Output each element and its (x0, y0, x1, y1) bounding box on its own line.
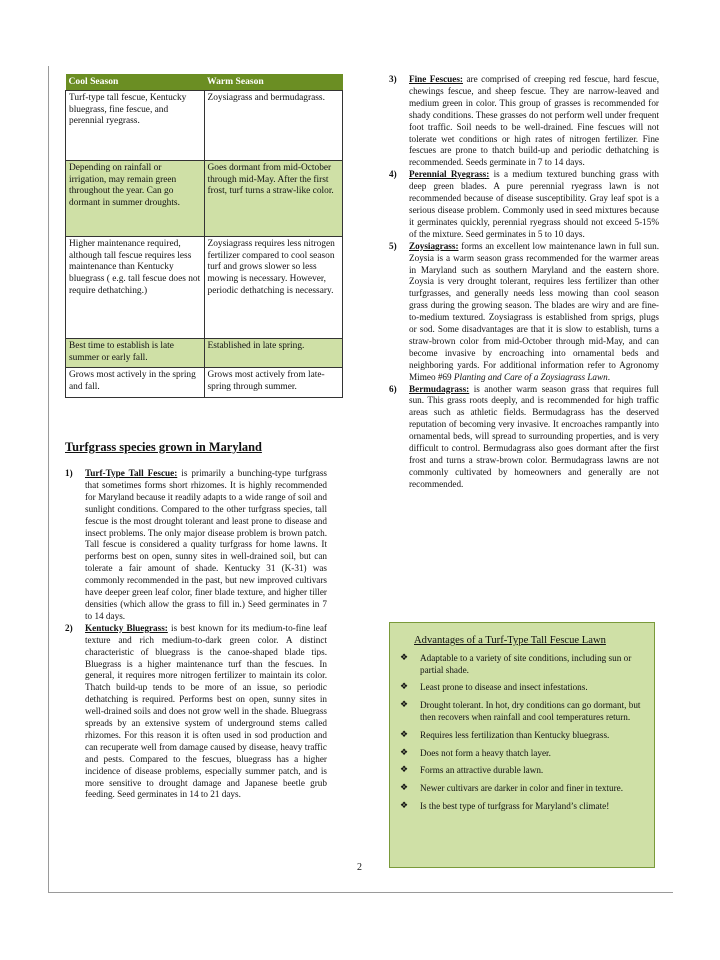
advantage-text: Requires less fertilization than Kentucky bluegrass. (420, 729, 610, 740)
table-cell: Goes dormant from mid-October through mid-May. After the first frost, turf turns a straw-like color. (204, 160, 343, 236)
item-number: 6) (389, 383, 397, 394)
table-cell: Grows most actively from late-spring through summer. (204, 368, 343, 398)
document-page (48, 66, 673, 893)
list-item (400, 765, 648, 777)
advantage-text: Least prone to disease and insect infestations. (420, 682, 588, 693)
species-description: is another warm season grass that requires full sun. This grass roots deeply, and is recommended for high traffic areas such as athletic fields. Bermudagrass has the deserved reputation of becoming very invasive. It encroaches rampantly into ornamental beds, will spread to surrounding properties, and is very difficult to control. Bermudagrass also goes dormant after the first frost and turns a straw-brown color. Bermudagrass lawns are not commonly cultivated by homeowners and generally are not recommended. (409, 383, 659, 489)
advantage-text: Drought tolerant. In hot, dry conditions can go dormant, but then recovers when rainfall and cool temperatures return. (420, 700, 641, 722)
advantages-list (400, 653, 648, 813)
species-name: Fine Fescues: (409, 74, 463, 84)
table-row (66, 338, 343, 368)
item-number: 4) (389, 169, 397, 180)
diamond-bullet-icon: ❖ (400, 783, 409, 794)
advantages-title: Advantages of a Turf-Type Tall Fescue Lawn (414, 635, 606, 646)
table-row (66, 368, 343, 398)
table-row (66, 160, 343, 236)
header-cool-season: Cool Season (66, 74, 205, 90)
diamond-bullet-icon: ❖ (400, 682, 409, 693)
item-number: 1) (65, 468, 73, 478)
diamond-bullet-icon: ❖ (400, 800, 409, 811)
list-item (400, 748, 648, 760)
list-item (65, 623, 327, 802)
sentence-end: . (607, 371, 611, 382)
table-row (66, 236, 343, 338)
species-list-left (65, 468, 327, 801)
species-description: is a medium textured bunching grass with deep green blades. A pure perennial ryegrass lawn is not recommended because of disease susceptibility. Gray leaf spot is a serious disease problem. Commonly used in seed mixtures because it germinates quickly, perennial ryegrass should not exceed 5-15% of the mixture. Seed germinates in 5 to 10 days. (409, 169, 660, 239)
list-item (400, 700, 648, 724)
diamond-bullet-icon: ❖ (400, 747, 409, 758)
left-column (65, 74, 343, 398)
item-number: 5) (389, 240, 397, 251)
table-cell: Zoysiagrass and bermudagrass. (204, 90, 343, 160)
diamond-bullet-icon: ❖ (400, 729, 409, 740)
list-item (400, 730, 648, 742)
advantage-text: Does not form a heavy thatch layer. (420, 747, 551, 758)
diamond-bullet-icon: ❖ (400, 652, 409, 663)
table-cell: Higher maintenance required, although tall fescue requires less maintenance than Kentucky bluegrass ( e.g. tall fescue does not require dethatching.) (66, 236, 205, 338)
page-number: 2 (357, 862, 362, 873)
section-title: Turfgrass species grown in Maryland (65, 440, 262, 454)
species-name: Turf-Type Tall Fescue: (85, 468, 178, 478)
list-item (65, 468, 327, 623)
list-item (389, 384, 659, 491)
species-description: forms an excellent low maintenance lawn in full sun. Zoysia is a warm season grass recommended for the warmer areas in Maryland such as southern Maryland and the eastern shore. Zoysia is very drought tolerant, requires less fertilizer than other turfgrasses, and generally needs less mowing than cool season grass during the growing season. The blades are wiry and are fine-to-medium textured. Zoysiagrass is established from sprigs, plugs or sod. Some disadvantages are that it is slow to establish, turns a straw-brown color from mid-October through mid-May, and can become invasive by encroaching into ornamental beds and neighboring yards. For additional information refer to Agronomy Mimeo #69 (409, 240, 659, 382)
item-number: 2) (65, 622, 73, 633)
table-cell: Grows most actively in the spring and fall. (66, 368, 205, 398)
species-name: Perennial Ryegrass: (409, 169, 490, 180)
list-item (400, 801, 648, 813)
species-description: is primarily a bunching-type turfgrass that sometimes forms short rhizomes. It is highly recommended for Maryland because it readily adapts to a wide range of soil and sunlight conditions. Compared to the other turfgrass species, tall fescue is the most drought tolerant and least prone to disease and insect problems. The only major disease problem is brown patch. Tall fescue is considered a quality turfgrass for home lawns. It performs best on open, sunny sites in well-drained soil, but can tolerate a fair amount of shade. Kentucky 31 (K-31) was commonly recommended in the past, but new improved cultivars have deeper green leaf color, finer blade texture, and higher tiller densities (which allow the grass to fill in.) Seed germinates in 7 to 14 days. (85, 468, 327, 621)
species-description: are comprised of creeping red fescue, hard fescue, chewings fescue, and sheep fescue. They are narrow-leaved and medium green in color. This group of grasses is recommended for shady conditions. These grasses do not perform well under frequent foot traffic. Soil needs to be well-drained. Fine fescues will not tolerate wet conditions or high rates of nitrogen fertilizer. Fine fescues are prone to thatch build-up and periodic dethatching is recommended. Seeds germinate in 7 to 14 days. (409, 74, 659, 168)
diamond-bullet-icon: ❖ (400, 700, 409, 711)
list-item (389, 169, 659, 240)
table-cell: Best time to establish is late summer or early fall. (66, 338, 205, 368)
season-comparison-table (65, 74, 343, 398)
table-cell: Zoysiagrass requires less nitrogen fertilizer compared to cool season turf and grows slower so less mowing is necessary. However, periodic dethatching is necessary. (204, 236, 343, 338)
table-cell: Turf-type tall fescue, Kentucky bluegrass, fine fescue, and perennial ryegrass. (66, 90, 205, 160)
header-warm-season: Warm Season (204, 74, 343, 90)
table-header-row (66, 74, 343, 90)
publication-title: Planting and Care of a Zoysiagrass Lawn (453, 371, 608, 382)
item-number: 3) (389, 74, 397, 84)
list-item (389, 241, 659, 384)
table-cell: Established in late spring. (204, 338, 343, 368)
species-description: is best known for its medium-to-fine leaf texture and rich medium-to-dark green color. A distinct characteristic of bluegrass is the canoe-shaped blade tips. Bluegrass is a higher maintenance turf than the fescues. In general, it requires more nitrogen fertilizer to maintain its color. Thatch build-up tends to be more of an issue, so periodic dethatching is required. Performs best on open, sunny sites in well-drained soils and does not grow well in the shade. Bluegrass spreads by an extensive system of underground stems called rhizomes. For this reason it is often used in sod production and can recuperate well from damage caused by disease, heavy traffic and pests. Compared to the fescues, bluegrass has a higher incidence of disease problems, especially summer patch, and is more sensitive to drought damage and Japanese beetle grub feeding. Seed germinates in 14 to 21 days. (85, 622, 327, 800)
diamond-bullet-icon: ❖ (400, 765, 409, 776)
table-row (66, 90, 343, 160)
advantage-text: Newer cultivars are darker in color and finer in texture. (420, 783, 624, 794)
species-name: Bermudagrass: (409, 383, 470, 394)
advantages-box (389, 622, 655, 868)
table-cell: Depending on rainfall or irrigation, may remain green throughout the year. Can go dormant in summer droughts. (66, 160, 205, 236)
species-name: Kentucky Bluegrass: (85, 622, 168, 633)
list-item (400, 783, 648, 795)
species-name: Zoysiagrass: (409, 240, 459, 251)
advantage-text: Forms an attractive durable lawn. (420, 765, 544, 776)
advantage-text: Is the best type of turfgrass for Maryland’s climate! (420, 800, 610, 811)
list-item (400, 682, 648, 694)
advantage-text: Adaptable to a variety of site conditions, including sun or partial shade. (420, 652, 632, 675)
species-list-right (389, 74, 659, 491)
list-item (400, 653, 648, 677)
list-item (389, 74, 659, 169)
